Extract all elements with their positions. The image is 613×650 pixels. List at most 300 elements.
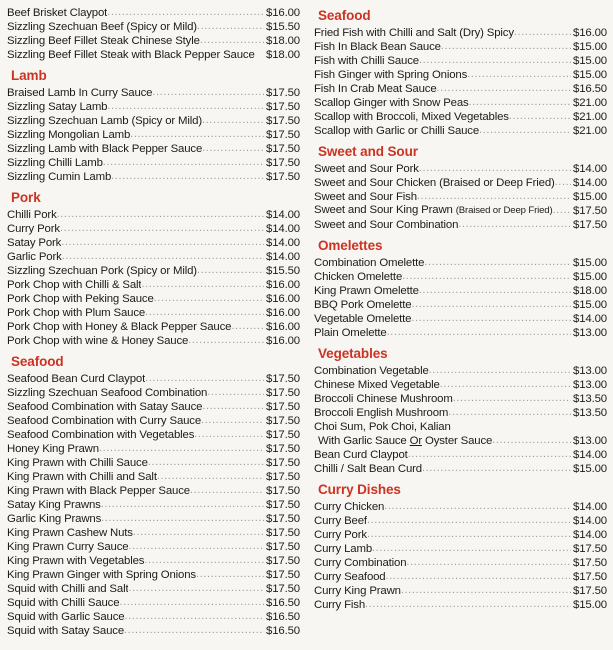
dot-leader <box>124 610 264 624</box>
menu-item-price: $15.00 <box>573 599 607 611</box>
dot-leader <box>479 124 571 138</box>
menu-item-name: Sizzling Cumin Lamb <box>7 171 112 183</box>
dot-leader <box>419 54 571 68</box>
menu-item-name: Curry Chicken <box>314 501 385 513</box>
menu-item-row <box>7 554 300 568</box>
menu-item-name: Sizzling Beef Fillet Steak with Black Pepper Sauce <box>7 49 255 61</box>
menu-item-name: Squid with Chilli and Salt <box>7 583 129 595</box>
menu-item-name: King Prawn Ginger with Spring Onions <box>7 569 196 581</box>
dot-leader <box>514 26 571 40</box>
menu-item-name: King Prawn Omelette <box>314 285 419 297</box>
menu-item-price: $17.50 <box>266 415 300 427</box>
menu-section-vegetables <box>314 340 607 476</box>
menu-item-price: $17.50 <box>266 443 300 455</box>
dot-leader <box>467 68 571 82</box>
menu-item-row <box>7 334 300 348</box>
menu-item-row <box>314 448 607 462</box>
menu-item-row <box>314 176 607 190</box>
menu-item-price: $13.00 <box>573 365 607 377</box>
section-heading-seafood-right: Seafood <box>318 8 371 23</box>
menu-item-row <box>7 6 300 20</box>
dot-leader <box>57 208 264 222</box>
menu-item-name: Scallop Ginger with Snow Peas <box>314 97 469 109</box>
menu-item-row <box>314 284 607 298</box>
menu-item-row <box>7 512 300 526</box>
menu-item-price: $14.00 <box>573 449 607 461</box>
dot-leader <box>107 6 264 20</box>
menu-item-name: Fish Ginger with Spring Onions <box>314 69 468 81</box>
menu-item-name: Broccoli Chinese Mushroom <box>314 393 453 405</box>
dot-leader <box>124 624 264 638</box>
dot-leader <box>386 570 572 584</box>
menu-item-price: $13.00 <box>573 327 607 339</box>
menu-item-row <box>7 264 300 278</box>
menu-item-row <box>314 190 607 204</box>
menu-item-name: King Prawn with Chilli and Salt <box>7 471 157 483</box>
menu-item-price: $17.50 <box>573 571 607 583</box>
menu-item-row <box>7 428 300 442</box>
menu-item-price: $18.00 <box>266 35 300 47</box>
menu-item-row <box>314 218 607 232</box>
menu-item-price: $14.00 <box>266 251 300 263</box>
dot-leader <box>451 420 605 434</box>
menu-item-name: King Prawn Cashew Nuts <box>7 527 133 539</box>
menu-item-price: $15.00 <box>573 257 607 269</box>
dot-leader <box>372 542 571 556</box>
menu-item-name: Sizzling Chilli Lamb <box>7 157 103 169</box>
dot-leader <box>406 556 571 570</box>
menu-item-name: Pork Chop with Peking Sauce <box>7 293 154 305</box>
menu-item-price: $21.00 <box>573 111 607 123</box>
dot-leader <box>255 48 264 62</box>
menu-item-price: $17.50 <box>266 115 300 127</box>
menu-column-left <box>0 6 306 650</box>
menu-item-name: Broccoli English Mushroom <box>314 407 449 419</box>
menu-item-price: $17.50 <box>266 429 300 441</box>
menu-item-name: Braised Lamb In Curry Sauce <box>7 87 153 99</box>
menu-item-price: $14.00 <box>266 209 300 221</box>
dot-leader <box>188 334 264 348</box>
menu-item-row <box>314 500 607 514</box>
menu-item-name: Squid with Chilli Sauce <box>7 597 120 609</box>
menu-item-name: Pork Chop with wine & Honey Sauce <box>7 335 189 347</box>
menu-item-row <box>7 540 300 554</box>
menu-item-name: Curry Fish <box>314 599 366 611</box>
menu-item-name: Curry Combination <box>314 557 407 569</box>
menu-item-price: $16.00 <box>573 27 607 39</box>
menu-item-price: $17.50 <box>266 513 300 525</box>
menu-item-price: $13.50 <box>573 393 607 405</box>
dot-leader <box>207 386 264 400</box>
dot-leader <box>202 142 264 156</box>
dot-leader <box>101 512 264 526</box>
dot-leader <box>130 128 264 142</box>
menu-item-row <box>7 208 300 222</box>
dot-leader <box>60 222 264 236</box>
menu-item-name: Seafood Combination with Vegetables <box>7 429 195 441</box>
menu-item-price: $17.50 <box>266 101 300 113</box>
menu-item-row <box>7 236 300 250</box>
menu-item-name: With Garlic Sauce Or Oyster Sauce <box>318 435 493 447</box>
section-heading-seafood-left: Seafood <box>11 354 64 369</box>
menu-item-row <box>314 270 607 284</box>
menu-item-row <box>7 456 300 470</box>
menu-item-name: Scallop with Garlic or Chilli Sauce <box>314 125 480 137</box>
menu-item-row <box>314 420 607 434</box>
dot-leader <box>107 100 264 114</box>
menu-item-price: $17.50 <box>266 527 300 539</box>
menu-item-row <box>314 82 607 96</box>
dot-leader <box>402 270 571 284</box>
menu-item-name: Seafood Combination with Satay Sauce <box>7 401 203 413</box>
dot-leader <box>509 110 571 124</box>
menu-item-row <box>314 434 607 448</box>
menu-item-price: $17.50 <box>573 557 607 569</box>
dot-leader <box>119 596 264 610</box>
dot-leader <box>202 400 264 414</box>
menu-item-name: Sweet and Sour Chicken (Braised or Deep Fried) <box>314 177 555 189</box>
menu-item-row <box>314 256 607 270</box>
dot-leader <box>411 298 571 312</box>
menu-item-name: King Prawn with Vegetables <box>7 555 145 567</box>
menu-item-price: $18.00 <box>573 285 607 297</box>
menu-item-name: Garlic Pork <box>7 251 62 263</box>
dot-leader <box>157 470 264 484</box>
menu-item-row <box>7 400 300 414</box>
dot-leader <box>437 82 572 96</box>
dot-leader <box>458 218 571 232</box>
menu-item-row <box>314 556 607 570</box>
menu-item-price: $17.50 <box>266 499 300 511</box>
menu-section-omelettes <box>314 232 607 340</box>
menu-item-price: $17.50 <box>266 129 300 141</box>
menu-item-price: $16.00 <box>266 279 300 291</box>
section-heading-omelettes: Omelettes <box>318 238 383 253</box>
dot-leader <box>401 584 571 598</box>
menu-item-row <box>314 326 607 340</box>
menu-item-name: Chilli Pork <box>7 209 57 221</box>
dot-leader <box>422 462 571 476</box>
menu-item-row <box>7 142 300 156</box>
menu-item-row <box>314 26 607 40</box>
menu-item-price: $17.50 <box>266 171 300 183</box>
menu-item-row <box>314 298 607 312</box>
menu-item-price: $17.50 <box>573 543 607 555</box>
menu-item-name: Sizzling Lamb with Black Pepper Sauce <box>7 143 203 155</box>
menu-item-price: $17.50 <box>266 541 300 553</box>
menu-item-price: $17.50 <box>573 219 607 231</box>
menu-item-row <box>7 414 300 428</box>
menu-item-name: Satay Pork <box>7 237 62 249</box>
menu-item-price: $16.00 <box>266 7 300 19</box>
dot-leader <box>408 448 571 462</box>
menu-item-row <box>314 312 607 326</box>
menu-item-name: BBQ Pork Omelette <box>314 299 412 311</box>
menu-item-price: $16.00 <box>266 307 300 319</box>
menu-item-name: Fish In Black Bean Sauce <box>314 41 441 53</box>
dot-leader <box>103 156 264 170</box>
menu-item-name-underlined-word: Or <box>409 435 422 447</box>
dot-leader <box>387 326 571 340</box>
menu-item-price: $17.50 <box>266 143 300 155</box>
menu-item-row <box>314 392 607 406</box>
menu-item-row <box>314 96 607 110</box>
dot-leader <box>448 406 571 420</box>
dot-leader <box>419 162 571 176</box>
menu-item-name: Sizzling Mongolian Lamb <box>7 129 131 141</box>
menu-section-curry-dishes <box>314 476 607 612</box>
menu-item-price: $14.00 <box>573 177 607 189</box>
dot-leader <box>144 554 264 568</box>
menu-item-name: Curry Beef <box>314 515 367 527</box>
dot-leader <box>419 284 571 298</box>
dot-leader <box>555 176 571 190</box>
dot-leader <box>411 312 571 326</box>
menu-item-price: $18.00 <box>266 49 300 61</box>
menu-item-row <box>7 386 300 400</box>
menu-item-price: $15.00 <box>573 41 607 53</box>
menu-item-price: $13.00 <box>573 379 607 391</box>
menu-item-name: Combination Omelette <box>314 257 425 269</box>
menu-item-price: $17.50 <box>266 387 300 399</box>
menu-item-price: $16.50 <box>573 83 607 95</box>
menu-item-price: $16.00 <box>266 335 300 347</box>
dot-leader <box>424 256 571 270</box>
dot-leader <box>367 528 571 542</box>
menu-item-price: $14.00 <box>573 529 607 541</box>
section-heading-curry-dishes: Curry Dishes <box>318 482 401 497</box>
menu-item-name: Chinese Mixed Vegetable <box>314 379 440 391</box>
dot-leader <box>141 278 264 292</box>
menu-item-name-qualifier: (Braised or Deep Fried) <box>455 205 553 216</box>
menu-item-name: Satay King Prawns <box>7 499 101 511</box>
menu-item-name: Chicken Omelette <box>314 271 403 283</box>
menu-item-price: $17.50 <box>266 471 300 483</box>
dot-leader <box>154 292 264 306</box>
menu-item-price: $15.00 <box>573 463 607 475</box>
menu-item-price: $14.00 <box>573 515 607 527</box>
menu-item-row <box>7 114 300 128</box>
menu-item-row <box>314 406 607 420</box>
menu-item-name: Fish with Chilli Sauce <box>314 55 419 67</box>
menu-item-row <box>314 204 607 218</box>
menu-item-row <box>314 542 607 556</box>
menu-item-price: $15.00 <box>573 55 607 67</box>
menu-item-name: Squid with Satay Sauce <box>7 625 125 637</box>
section-heading-sweet-and-sour: Sweet and Sour <box>318 144 418 159</box>
dot-leader <box>194 428 264 442</box>
menu-item-price: $16.00 <box>266 321 300 333</box>
menu-section-seafood-right <box>314 6 607 138</box>
dot-leader <box>111 170 264 184</box>
menu-item-row <box>7 222 300 236</box>
dot-leader <box>469 96 571 110</box>
dot-leader <box>62 250 264 264</box>
menu-column-right <box>306 6 612 650</box>
dot-leader <box>367 514 571 528</box>
menu-item-row <box>7 484 300 498</box>
menu-item-row <box>7 306 300 320</box>
menu-item-name: Sweet and Sour King Prawn (Braised or Deep Fried) <box>314 204 553 216</box>
menu-item-name: Seafood Bean Curd Claypot <box>7 373 146 385</box>
menu-item-name: Curry Pork <box>7 223 60 235</box>
section-heading-vegetables: Vegetables <box>318 346 388 361</box>
menu-item-row <box>7 156 300 170</box>
menu-item-price: $17.50 <box>266 457 300 469</box>
menu-item-name: Curry Pork <box>314 529 367 541</box>
menu-item-name: Garlic King Prawns <box>7 513 102 525</box>
dot-leader <box>152 86 264 100</box>
menu-item-row <box>314 528 607 542</box>
menu-item-row <box>7 48 300 62</box>
menu-item-price: $17.50 <box>573 585 607 597</box>
dot-leader <box>553 204 572 218</box>
menu-item-row <box>7 250 300 264</box>
menu-item-name: Sizzling Beef Fillet Steak Chinese Style <box>7 35 200 47</box>
menu-item-name: Sizzling Szechuan Pork (Spicy or Mild) <box>7 265 197 277</box>
menu-item-name: Curry King Prawn <box>314 585 401 597</box>
menu-item-name: Bean Curd Claypot <box>314 449 408 461</box>
dot-leader <box>200 34 264 48</box>
section-heading-pork: Pork <box>11 190 41 205</box>
dot-leader <box>128 540 264 554</box>
menu-item-row <box>7 20 300 34</box>
menu-item-name: Beef Brisket Claypot <box>7 7 108 19</box>
dot-leader <box>202 114 264 128</box>
menu-item-price: $21.00 <box>573 97 607 109</box>
dot-leader <box>197 20 264 34</box>
menu-item-price: $14.00 <box>573 163 607 175</box>
menu-item-price: $17.50 <box>266 373 300 385</box>
menu-item-row <box>7 498 300 512</box>
menu-section-seafood-left <box>7 348 300 638</box>
menu-item-price: $17.50 <box>573 205 607 217</box>
menu-section-sweet-and-sour <box>314 138 607 232</box>
dot-leader <box>417 190 571 204</box>
menu-item-row <box>314 110 607 124</box>
menu-item-row <box>7 170 300 184</box>
dot-leader <box>101 498 264 512</box>
menu-item-row <box>314 584 607 598</box>
dot-leader <box>429 364 571 378</box>
dot-leader <box>365 598 571 612</box>
menu-item-name: Sizzling Szechuan Beef (Spicy or Mild) <box>7 21 197 33</box>
menu-item-name: Sweet and Sour Fish <box>314 191 417 203</box>
menu-item-row <box>314 364 607 378</box>
dot-leader <box>61 236 264 250</box>
menu-item-name: Vegetable Omelette <box>314 313 412 325</box>
menu-item-price: $15.50 <box>266 21 300 33</box>
menu-item-price: $16.50 <box>266 611 300 623</box>
menu-item-name: King Prawn with Chilli Sauce <box>7 457 148 469</box>
menu-item-name: Chilli / Salt Bean Curd <box>314 463 422 475</box>
menu-item-name: Sweet and Sour Combination <box>314 219 459 231</box>
dot-leader <box>197 264 264 278</box>
menu-item-name: Combination Vegetable <box>314 365 429 377</box>
dot-leader <box>128 582 264 596</box>
menu-item-price: $17.50 <box>266 157 300 169</box>
menu-item-price: $15.00 <box>573 191 607 203</box>
menu-item-price: $13.00 <box>573 435 607 447</box>
menu-item-row <box>314 514 607 528</box>
dot-leader <box>190 484 264 498</box>
menu-item-name: Squid with Garlic Sauce <box>7 611 125 623</box>
menu-item-row <box>314 462 607 476</box>
menu-item-name: Pork Chop with Honey & Black Pepper Sauce <box>7 321 232 333</box>
menu-item-name: King Prawn with Black Pepper Sauce <box>7 485 190 497</box>
menu-item-name: Seafood Combination with Curry Sauce <box>7 415 202 427</box>
dot-leader <box>441 40 571 54</box>
menu-item-price: $17.50 <box>266 485 300 497</box>
menu-item-name: Pork Chop with Chilli & Salt <box>7 279 142 291</box>
menu-item-name: Fish In Crab Meat Sauce <box>314 83 437 95</box>
menu-item-name: Scallop with Broccoli, Mixed Vegetables <box>314 111 509 123</box>
menu-item-name: Fried Fish with Chilli and Salt (Dry) Spicy <box>314 27 514 39</box>
dot-leader <box>440 378 571 392</box>
menu-item-row <box>7 624 300 638</box>
menu-item-name: Sizzling Szechuan Lamb (Spicy or Mild) <box>7 115 202 127</box>
menu-item-name: Choi Sum, Pok Choi, Kalian <box>314 421 451 433</box>
menu-item-name: Honey King Prawn <box>7 443 99 455</box>
menu-item-name: Curry Seafood <box>314 571 386 583</box>
menu-item-price: $15.50 <box>266 265 300 277</box>
dot-leader <box>201 414 264 428</box>
menu-item-price: $17.50 <box>266 87 300 99</box>
dot-leader <box>145 372 264 386</box>
section-heading-lamb: Lamb <box>11 68 47 83</box>
menu-item-row <box>314 598 607 612</box>
menu-item-row <box>314 162 607 176</box>
menu-item-price: $17.50 <box>266 569 300 581</box>
menu-item-row <box>7 568 300 582</box>
menu-item-row <box>7 372 300 386</box>
menu-item-row <box>314 378 607 392</box>
menu-item-row <box>314 40 607 54</box>
menu-item-name: Sweet and Sour Pork <box>314 163 419 175</box>
menu-item-price: $15.00 <box>573 271 607 283</box>
menu-item-price: $16.00 <box>266 293 300 305</box>
dot-leader <box>231 320 264 334</box>
dot-leader <box>148 456 264 470</box>
menu-item-row <box>7 582 300 596</box>
menu-section-beef-continued <box>7 6 300 62</box>
menu-item-price: $17.50 <box>266 401 300 413</box>
menu-item-price: $14.00 <box>266 237 300 249</box>
menu-item-row <box>7 278 300 292</box>
menu-item-price: $15.00 <box>573 69 607 81</box>
menu-item-row <box>7 442 300 456</box>
menu-item-row <box>7 34 300 48</box>
menu-item-row <box>314 68 607 82</box>
dot-leader <box>145 306 264 320</box>
menu-item-price: $14.00 <box>573 501 607 513</box>
menu-item-price: $13.50 <box>573 407 607 419</box>
menu-item-row <box>314 54 607 68</box>
dot-leader <box>492 434 571 448</box>
dot-leader <box>99 442 264 456</box>
menu-item-row <box>7 526 300 540</box>
menu-item-row <box>7 292 300 306</box>
menu-item-price: $16.50 <box>266 625 300 637</box>
menu-item-row <box>7 128 300 142</box>
menu-section-lamb <box>7 62 300 184</box>
dot-leader <box>196 568 264 582</box>
menu-item-price: $17.50 <box>266 555 300 567</box>
menu-item-row <box>314 124 607 138</box>
menu-item-name: Sizzling Szechuan Seafood Combination <box>7 387 208 399</box>
menu-item-name: Sizzling Satay Lamb <box>7 101 108 113</box>
dot-leader <box>133 526 264 540</box>
